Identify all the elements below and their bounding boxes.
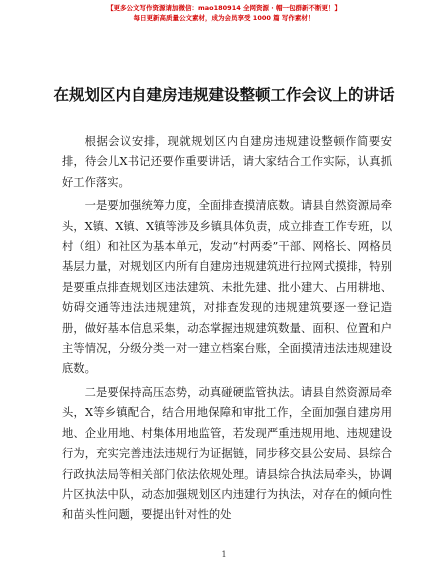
promo-banner-line-1: 【更多公文写作资源请加微信：mao180914 全网资源 · 帽一包群新不断更！】 [106,4,342,12]
paragraph-intro: 根据会议安排，现就规划区内自建房违规建设整顿作简要安排，待会儿X书记还要作重要讲话，请大家结合工作实际，认真抓好工作落实。 [62,135,392,189]
promo-banner [0,3,448,23]
page-number: 1 [221,550,227,559]
promo-banner-line-2: 每日更新高质量公文素材，成为会员享受 1000 篇 写作素材！ [133,14,315,22]
document-title: 在规划区内自建房违规建设整顿工作会议上的讲话 [53,86,395,104]
paragraph-point-1: 一是要加强统筹力度，全面排查摸清底数。请县自然资源局牵头，X镇、X镇、X镇等涉及乡镇具体负责，成立排查工作专班，以村（组）和社区为基本单元，发动“村两委”干部、网格长、网格员基层力量，对规划区内所有自建房违规建筑进行拉网式摸排，特别是要重点排查规划区违法建筑、未批先建、批小建大、占用耕地、妨碍交通等违法违规建筑，对排查发现的违规建筑要逐一登记造册，做好基本信息采集，动态掌握违规建筑数量、面积、位置和户主等情况，分级分类一对一建立档案台账，全面摸清违法违规建设底数。 [62,199,392,376]
paragraph-point-2: 二是要保持高压态势，动真碰硬监管执法。请县自然资源局牵头，X等乡镇配合，结合用地保障和审批工作，全面加强自建房用地、企业用地、村集体用地监管，若发现严重违规用地、违规建设行为，充实完善违法违规行为证据链，同步移交县公安局、县综合行政执法局等相关部门依法依规处理。请县综合执法局牵头，协调片区执法中队，动态加强规划区内违建行为执法，对存在的倾向性和苗头性问题，要提出针对性的处 [62,385,392,522]
document-body [62,132,392,529]
